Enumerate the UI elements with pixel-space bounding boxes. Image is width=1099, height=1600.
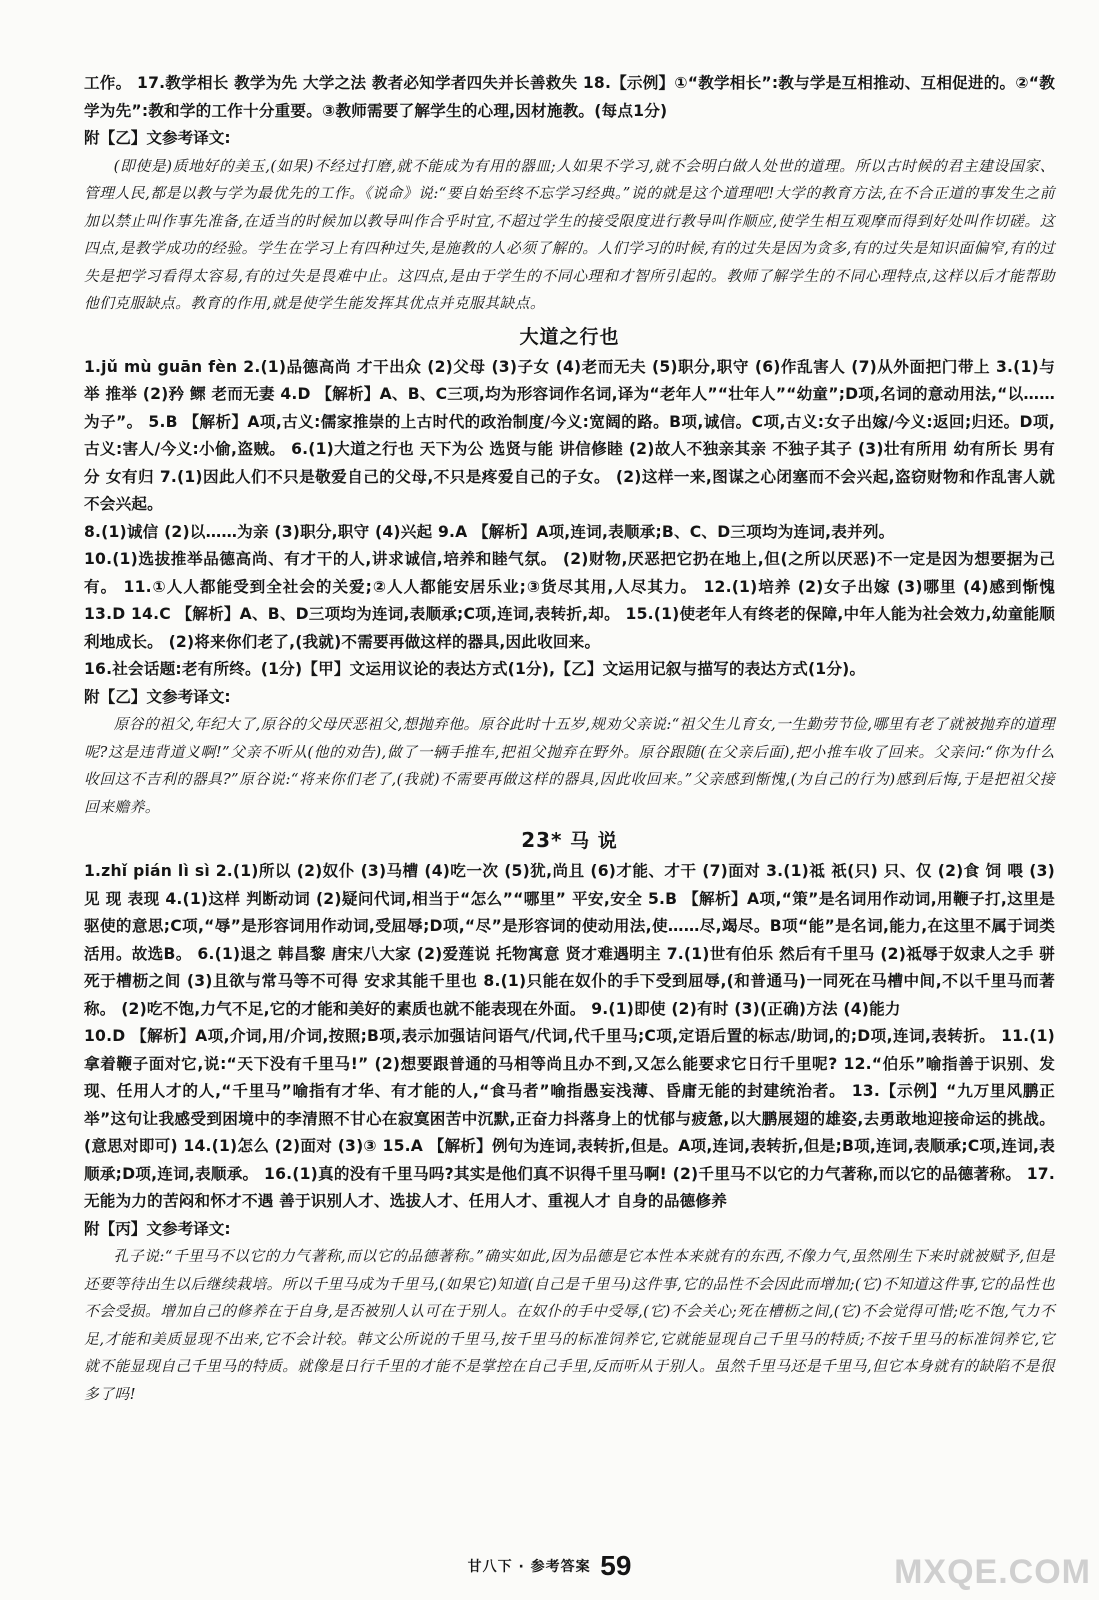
page-number: 59 (600, 1550, 632, 1581)
answer-paragraph: 1.jǔ mù guān fèn 2.(1)品德高尚 才干出众 (2)父母 (3)子女 (4)老而无夫 (5)职分,职守 (6)作乱害人 (7)从外面把门带上 3.(1)与 举 推举 (2)矜 鳏 老而无妻 4.D 【解析】A、B、C三项,均为形容词作名词,译为“老年人”“壮年人”“幼童”;D项,名词的意动用法,“以……为子”。 5.B 【解析】A项,古义:儒家推崇的上古时代的政治制度/今义:宽阔的路。B项,诚信。C项,古义:女子出嫁/今义:返回;归还。D项,古义:害人/今义:小偷,盗贼。 6.(1)大道之行也 天下为公 选贤与能 讲信修睦 (2)故人不独亲其亲 不独子其子 (3)壮有所用 幼有所长 男有分 女有归 7.(1)因此人们不只是敬爱自己的父母,不只是疼爱自己的子女。 (2)这样一来,图谋之心闭塞而不会兴起,盗窃财物和作乱害人就不会兴起。 (84, 357, 1055, 513)
translation-text: (即使是)质地好的美玉,(如果)不经过打磨,就不能成为有用的器皿;人如果不学习,就不会明白做人处世的道理。所以古时候的君主建设国家、管理人民,都是以教与学为最优先的工作。《说命》说:“要自始至终不忘学习经典。”说的就是这个道理吧!大学的教育方法,在不合正道的事发生之前加以禁止叫作事先准备,在适当的时候加以教导叫作合乎时宜,不超过学生的接受限度进行教导叫作顺应,使学生相互观摩而得到好处叫作切磋。这四点,是教学成功的经验。学生在学习上有四种过失,是施教的人必须了解的。人们学习的时候,有的过失是因为贪多,有的过失是知识面偏窄,有的过失是把学习看得太容易,有的过失是畏难中止。这四点,是由于学生的不同心理和才智所引起的。教师了解学生的不同心理特点,这样以后才能帮助他们克服缺点。教育的作用,就是使学生能发挥其优点并克服其缺点。 (84, 157, 1055, 312)
translation-text: 原谷的祖父,年纪大了,原谷的父母厌恶祖父,想抛弃他。原谷此时十五岁,规劝父亲说:“祖父生儿育女,一生勤劳节俭,哪里有老了就被抛弃的道理呢?这是违背道义啊!”父亲不听从(他的劝告),做了一辆手推车,把祖父抛弃在野外。原谷跟随(在父亲后面),把小推车收了回来。父亲问:“你为什么收回这不吉利的器具?”原谷说:“将来你们老了,(我就)不需要再做这样的器具,因此收回来。”父亲感到惭愧,(为自己的行为)感到后悔,于是把祖父接回来赡养。 (84, 716, 1055, 816)
answer-paragraph: 1.zhǐ pián lì sì 2.(1)所以 (2)奴仆 (3)马槽 (4)吃一次 (5)犹,尚且 (6)才能、才干 (7)面对 3.(1)祗 祇(只) 只、仅 (2)食 饲 喂 (3)见 现 表现 4.(1)这样 判断动词 (2)疑问代词,相当于“怎么”“哪里” 平安,安全 5.B 【解析】A项,“策”是名词用作动词,用鞭子打,这里是驱使的意思;C项,“辱”是形容词用作动词,受屈辱;D项,“尽”是形容词的使动用法,使……尽,竭尽。B项“能”是名词,能力,在这里不属于词类活用。故选B。 6.(1)退之 韩昌黎 唐宋八大家 (2)爱莲说 托物寓意 贤才难遇明主 7.(1)世有伯乐 然后有千里马 (2)祗辱于奴隶人之手 骈死于槽枥之间 (3)且欲与常马等不可得 安求其能千里也 8.(1)只能在奴仆的手下受到屈辱,(和普通马)一同死在马槽中间,不以千里马而著称。 (2)吃不饱,力气不足,它的才能和美好的素质也就不能表现在外面。 9.(1)即使 (2)有时 (3)(正确)方法 (4)能力 (84, 862, 1055, 1018)
translation-heading: 附【乙】文参考译文: (84, 687, 231, 706)
answer-paragraph: 16.社会话题:老有所终。(1分)【甲】文运用议论的表达方式(1分),【乙】文运用记叙与描写的表达方式(1分)。 (84, 660, 866, 678)
translation-heading: 附【乙】文参考译文: (84, 129, 231, 147)
footer-label: 甘八下 · 参考答案 (467, 1559, 591, 1575)
section-title-text: 马 说 (570, 830, 618, 852)
translation-heading: 附【丙】文参考译文: (84, 1219, 231, 1238)
watermark-logo: MXQE.COM (894, 1553, 1091, 1591)
section-title: 大道之行也 (519, 325, 620, 348)
answer-paragraph: 8.(1)诚信 (2)以……为亲 (3)职分,职守 (4)兴起 9.A 【解析】A项,连词,表顺承;B、C、D三项均为连词,表并列。 (84, 522, 895, 541)
section-number: 23* (521, 828, 563, 852)
answer-paragraph: 工作。 17.教学相长 教学为先 大学之法 教者必知学者四失并长善救失 18.【示例】①“教学相长”:教与学是互相推动、互相促进的。②“教学为先”:教和学的工作十分重要。③教师需要了解学生的心理,因材施教。(每点1分) (84, 74, 1055, 120)
translation-text: 孔子说:“千里马不以它的力气著称,而以它的品德著称。”确实如此,因为品德是它本性本来就有的东西,不像力气,虽然刚生下来时就被赋予,但是还要等待出生以后继续栽培。所以千里马成为千里马,(如果它)知道(自己是千里马)这件事,它的品性不会因此而增加;(它)不知道这件事,它的品性也不会受损。增加自己的修养在于自身,是否被别人认可在于别人。在奴仆的手中受辱,(它)不会关心;死在槽枥之间,(它)不会觉得可惜;吃不饱,气力不足,才能和美质显现不出来,它不会计较。韩文公所说的千里马,按千里马的标准饲养它,它就能显现自己千里马的特质;不按千里马的标准饲养它,它就不能显现自己千里马的特质。就像是日行千里的才能不是掌控在自己手里,反而听从于别人。虽然千里马还是千里马,但它本身就有的缺陷不是很多了吗! (84, 1248, 1055, 1403)
answer-paragraph: 10.D 【解析】A项,介词,用/介词,按照;B项,表示加强诘问语气/代词,代千里马;C项,定语后置的标志/助词,的;D项,连词,表转折。 11.(1)拿着鞭子面对它,说:“天下没有千里马!” (2)想要跟普通的马相等尚且办不到,又怎么能要求它日行千里呢? 12.“伯乐”喻指善于识别、发现、任用人才的人,“千里马”喻指有才华、有才能的人,“食马者”喻指愚妄浅薄、昏庸无能的封建统治者。 13.【示例】“九万里风鹏正举”这句让我感受到困境中的李清照不甘心在寂寞困苦中沉默,正奋力抖落身上的忧郁与疲惫,以大鹏展翅的雄姿,去勇敢地迎接命运的挑战。(意思对即可) 14.(1)怎么 (2)面对 (3)③ 15.A 【解析】例句为连词,表转折,但是。A项,连词,表转折,但是;B项,连词,表顺承;C项,连词,表顺承;D项,连词,表顺承。 16.(1)真的没有千里马吗?其实是他们真不识得千里马啊! (2)千里马不以它的力气著称,而以它的品德著称。 17.无能为力的苦闷和怀才不遇 善于识别人才、选拔人才、任用人才、重视人才 自身的品德修养 (84, 1027, 1055, 1210)
page-content (84, 70, 1055, 1408)
section-title (84, 823, 1055, 858)
answer-paragraph: 10.(1)选拔推举品德高尚、有才干的人,讲求诚信,培养和睦气氛。 (2)财物,厌恶把它扔在地上,但(之所以厌恶)不一定是因为想要据为己有。 11.①人人都能受到全社会的关爱;②人人都能安居乐业;③货尽其用,人尽其力。 12.(1)培养 (2)女子出嫁 (3)哪里 (4)感到惭愧 13.D 14.C 【解析】A、B、D三项均为连词,表顺承;C项,连词,表转折,却。 15.(1)使老年人有终老的保障,中年人能为社会效力,幼童能顺利地成长。 (2)将来你们老了,(我就)不需要再做这样的器具,因此收回来。 (84, 550, 1055, 651)
